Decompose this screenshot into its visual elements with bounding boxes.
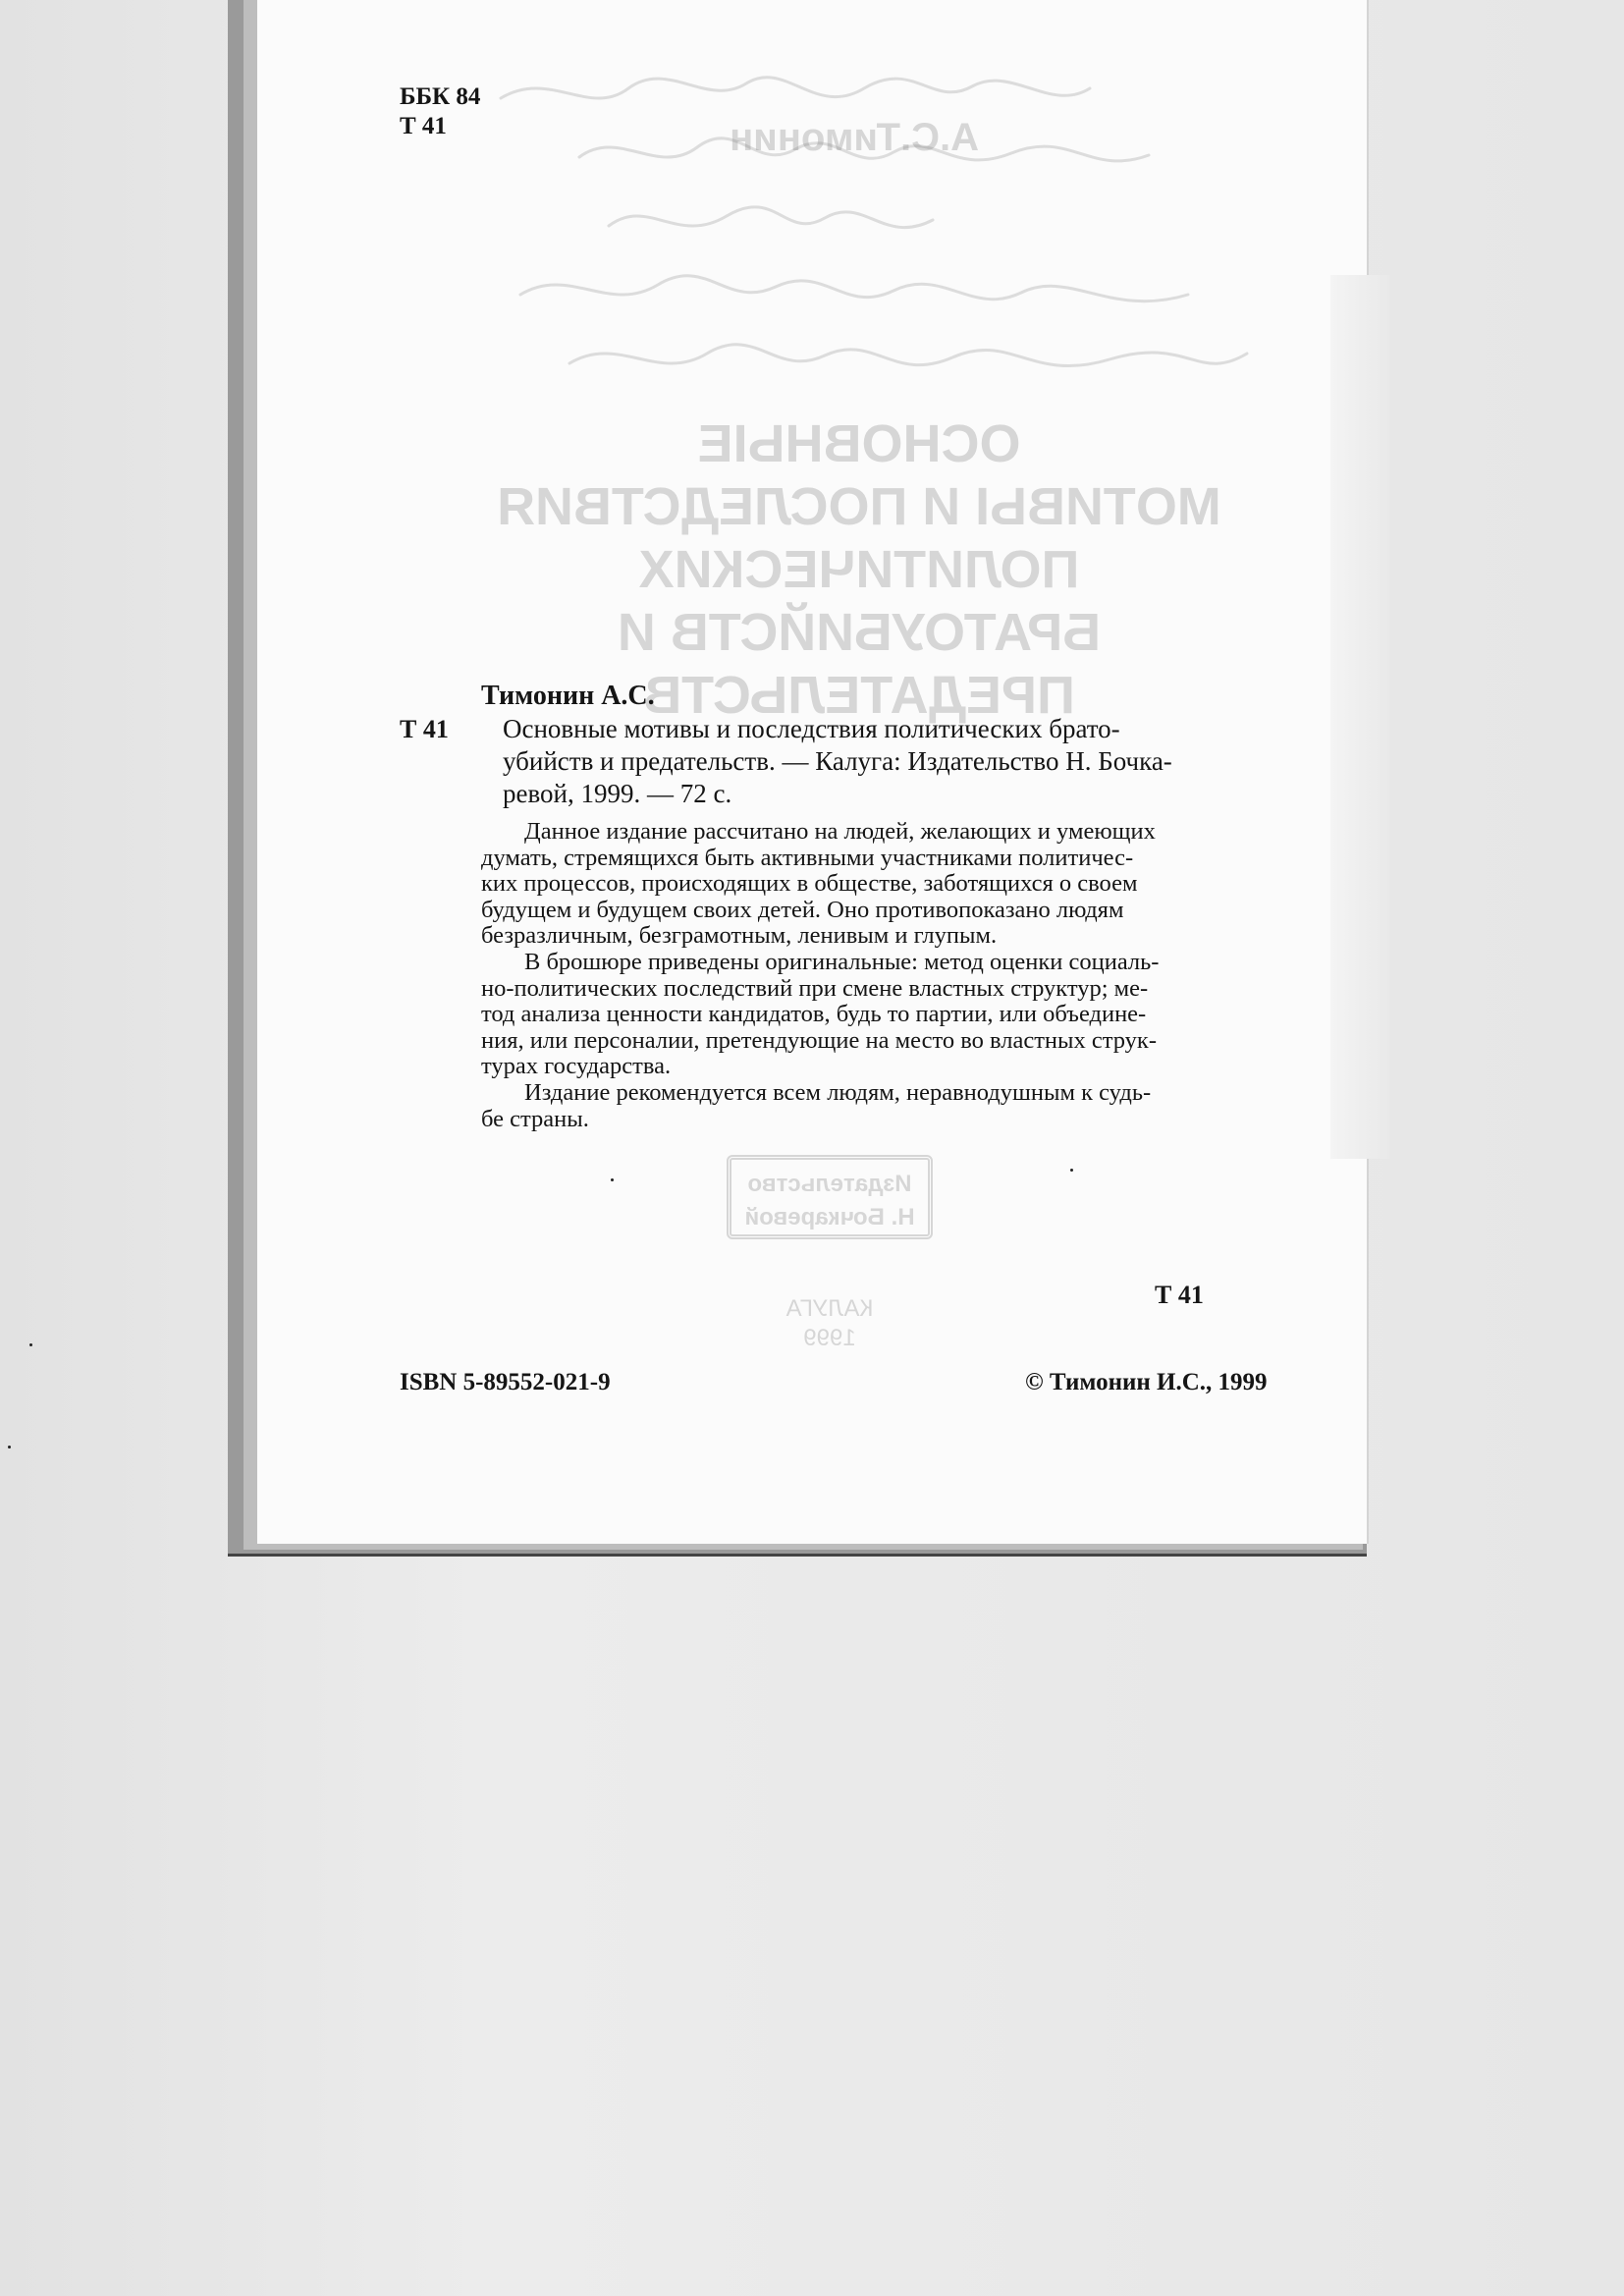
catalog-author: Тимонин А.С. [481,681,655,711]
bleed-through-publisher-stamp [727,1155,933,1239]
catalog-index-left: Т 41 [400,715,449,743]
bleed-through-title-line: МОТИВЫ И ПОСЛЕДСТВИЯ [497,477,1221,536]
annotation-line: В брошюре приведены оригинальные: метод оценки социаль- [524,948,1160,975]
scan-speck [611,1178,614,1181]
annotation-line: будущем и будущем своих детей. Оно противопоказано людям [481,896,1124,923]
copyright-notice: © Тимонин И.С., 1999 [1025,1369,1268,1395]
citation-line: ревой, 1999. — 72 с. [503,779,732,808]
bleed-through-handwritten-inscription [461,59,1286,412]
annotation-paragraph [481,950,1286,1080]
bleed-through-city: КАЛУГА [785,1295,874,1322]
bbk-code: ББК 84 [400,83,481,110]
bleed-through-year: 1999 [803,1325,856,1351]
citation-line: Основные мотивы и последствия политических брато- [503,714,1120,743]
annotation-line: но-политических последствий при смене властных структур; ме- [481,974,1149,1002]
bleed-through-title [432,412,1286,727]
annotation-line: думать, стремящихся быть активными участниками политичес- [481,844,1134,871]
bbk-classification [400,82,480,141]
author-mark: Т 41 [400,113,447,139]
annotation-line: тод анализа ценности кандидатов, будь то партии, или объедине- [481,1001,1147,1028]
bleed-through-stamp-line: Издательство [747,1171,912,1197]
bleed-through-city-year [766,1294,893,1353]
scan-speck [29,1343,32,1346]
annotation-line: ких процессов, происходящих в обществе, заботящихся о своем [481,870,1138,898]
bleed-through-title-line: ОСНОВНЫЕ [697,414,1021,473]
catalog-index-right: Т 41 [1155,1281,1204,1309]
isbn: ISBN 5-89552-021-9 [400,1369,611,1395]
annotation-line: Данное издание рассчитано на людей, желающих и умеющих [524,818,1156,845]
citation-line: убийств и предательств. — Калуга: Издательство Н. Бочка- [503,746,1172,776]
annotation-line: турах государства. [481,1053,672,1080]
bleed-through-title-line: ПОЛИТИЧЕСКИХ [638,540,1080,599]
page-fold [1330,275,1389,1159]
annotation-line: бе страны. [481,1105,589,1132]
annotation-line: безразличным, безграмотным, ленивым и глупым. [481,922,998,950]
scan-speck [8,1446,11,1449]
bleed-through-author: А.С.Тимонин [730,116,979,159]
annotation-line: ния, или персоналии, претендующие на место во властных струк- [481,1026,1157,1054]
catalog-citation [503,713,1288,810]
bleed-through-stamp-line: Н. Бочкаревой [744,1204,915,1230]
scan-speck [1070,1169,1073,1172]
annotation-line: Издание рекомендуется всем людям, неравнодушным к судь- [524,1078,1152,1106]
annotation-paragraph [481,1080,1286,1132]
bleed-through-title-line: БРАТОУБИЙСТВ И ПРЕДАТЕЛЬСТВ [617,603,1102,725]
annotation-paragraph [481,819,1286,950]
annotation [481,819,1286,1132]
